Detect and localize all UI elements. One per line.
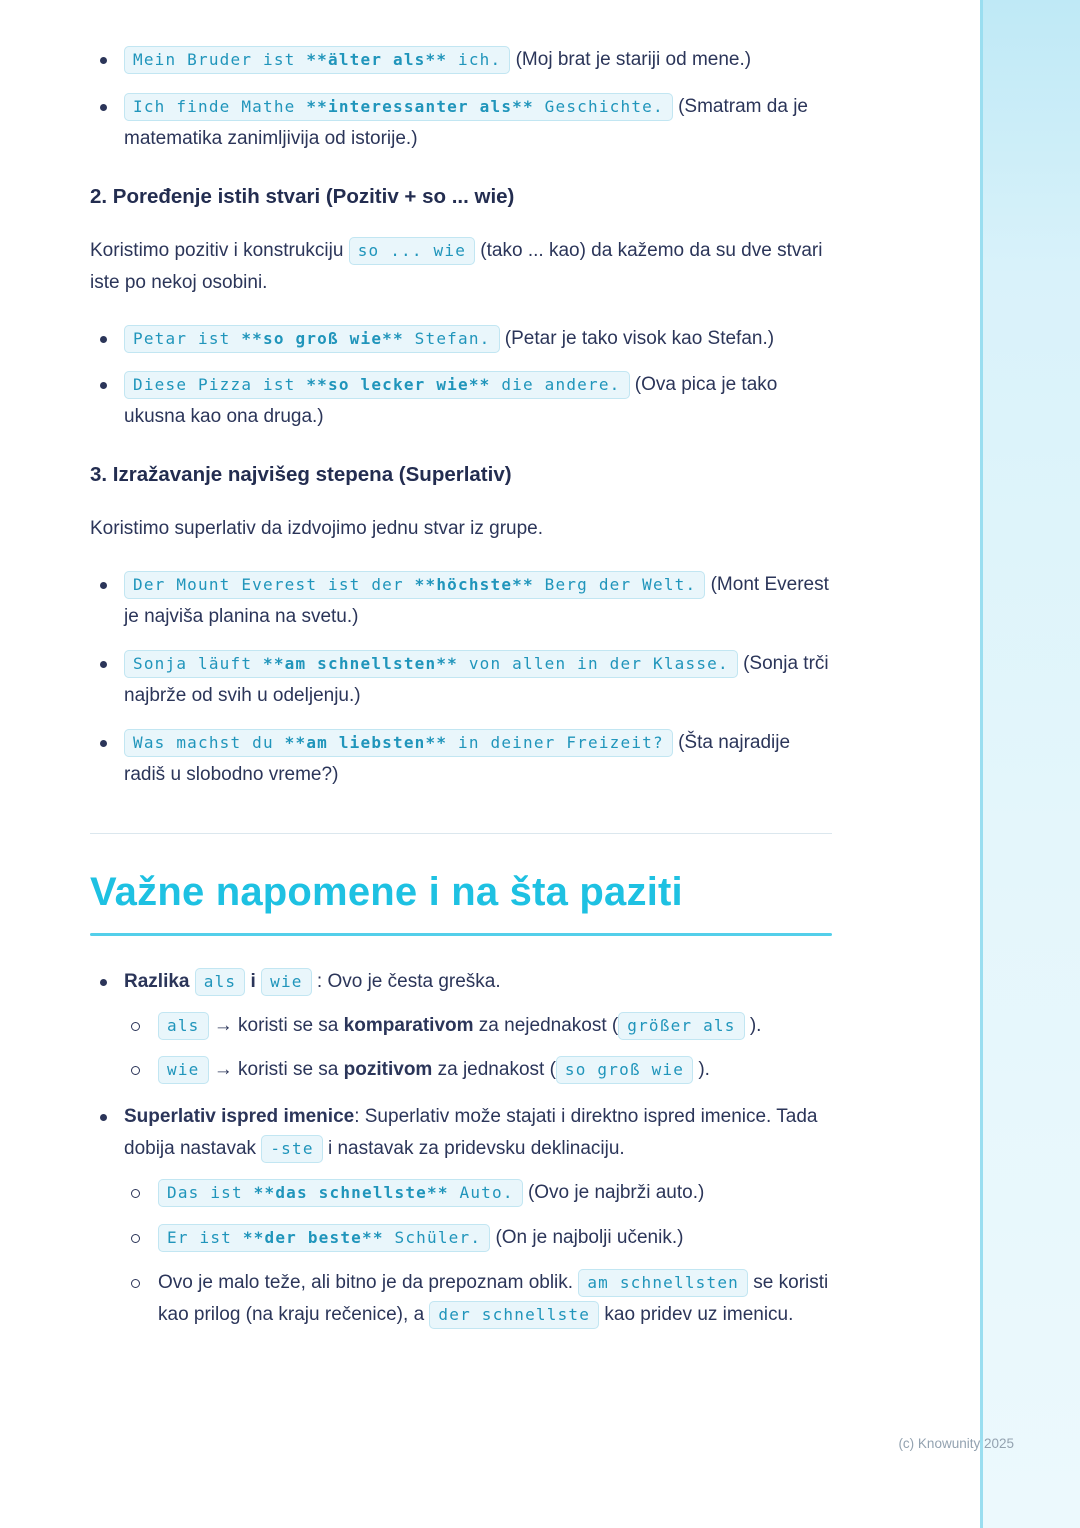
notes-list <box>90 966 832 1331</box>
text-run: (Mont Everest je najviša planina na svetu.) <box>124 574 829 628</box>
line <box>124 574 829 627</box>
code-chip: Mein Bruder ist **älter als** ich. <box>124 46 510 74</box>
superlative-intro-paragraph <box>90 513 832 545</box>
text-run: ). <box>744 1014 762 1036</box>
bold-text: komparativom <box>343 1014 474 1036</box>
line <box>158 1272 828 1325</box>
text-run: (Ovo je najbrži auto.) <box>522 1182 705 1204</box>
list-item <box>128 1054 832 1086</box>
comparative-example-list <box>90 44 832 155</box>
line <box>124 49 751 70</box>
notes-heading: Važne napomene i na šta paziti <box>90 869 683 914</box>
code-chip: wie <box>261 968 312 996</box>
line <box>124 96 808 149</box>
list-item <box>90 727 832 791</box>
bold-text: Superlativ ispred imenice <box>124 1106 355 1128</box>
notes-sublist-superlative <box>128 1177 832 1331</box>
line <box>124 971 501 992</box>
code-chip: Er ist **der beste** Schüler. <box>158 1224 490 1252</box>
line <box>124 653 829 706</box>
text-run: (On je najbolji učenik.) <box>490 1227 684 1249</box>
text-run: Ovo je malo teže, ali bitno je da prepoznam oblik. <box>158 1271 579 1293</box>
text-run: (Ova pica je tako ukusna kao ona druga.) <box>124 374 778 428</box>
code-chip: Der Mount Everest ist der **höchste** Berg der Welt. <box>124 571 705 599</box>
notes-sublist-als-wie <box>128 1010 832 1087</box>
positive-intro-paragraph <box>90 235 832 299</box>
text-run: za jednakost ( <box>432 1059 556 1081</box>
list-item <box>90 323 832 355</box>
code-chip: größer als <box>618 1012 744 1040</box>
text-run: → koristi se sa <box>208 1059 344 1081</box>
section-divider <box>90 833 832 834</box>
code-chip: Sonja läuft **am schnellsten** von allen in der Klasse. <box>124 650 738 678</box>
code-chip: Petar ist **so groß wie** Stefan. <box>124 325 500 353</box>
list-item <box>128 1177 832 1209</box>
code-chip: Das ist **das schnellste** Auto. <box>158 1179 523 1207</box>
code-chip: -ste <box>261 1135 322 1163</box>
text-run: Koristimo superlativ da izdvojimo jednu stvar iz grupe. <box>90 518 544 540</box>
text-run: (Sonja trči najbrže od svih u odeljenju.) <box>124 652 829 706</box>
list-item <box>128 1267 832 1331</box>
heading-underline <box>90 933 832 936</box>
text-run: : Superlativ može stajati i direktno ispred imenice. Tada dobija nastavak <box>124 1106 818 1160</box>
line <box>158 1059 710 1080</box>
line <box>158 1182 704 1203</box>
list-item <box>90 91 832 155</box>
section-heading-positive: 2. Poređenje istih stvari (Pozitiv + so ... wie) <box>90 184 515 208</box>
positive-example-list <box>90 323 832 434</box>
text-run: za nejednakost ( <box>473 1014 619 1036</box>
code-chip: als <box>195 968 246 996</box>
text-run: (Smatram da je matematika zanimljivija od istorije.) <box>124 95 808 149</box>
text-run: kao pridev uz imenicu. <box>599 1303 794 1325</box>
code-chip: Diese Pizza ist **so lecker wie** die andere. <box>124 371 630 399</box>
text-run: Koristimo pozitiv i konstrukciju <box>90 239 349 261</box>
code-chip: wie <box>158 1056 209 1084</box>
line <box>124 732 790 785</box>
list-item <box>90 569 832 633</box>
text-run: i nastavak za pridevsku deklinaciju. <box>322 1138 625 1160</box>
line <box>124 328 774 349</box>
list-item <box>128 1010 832 1042</box>
list-item <box>90 1101 832 1330</box>
line <box>124 374 777 427</box>
bold-text: pozitivom <box>343 1059 433 1081</box>
code-chip: Was machst du **am liebsten** in deiner Freizeit? <box>124 729 673 757</box>
copyright-footer: (c) Knowunity 2025 <box>898 1436 1014 1451</box>
code-chip: am schnellsten <box>578 1269 748 1297</box>
bold-text: i <box>245 970 262 992</box>
list-item <box>90 369 832 433</box>
document-content <box>90 44 832 1346</box>
text-run: (Moj brat je stariji od mene.) <box>510 49 752 70</box>
section-heading-superlative: 3. Izražavanje najvišeg stepena (Superlativ) <box>90 463 512 487</box>
list-item <box>128 1222 832 1254</box>
text-run: (Petar je tako visok kao Stefan.) <box>499 327 775 349</box>
line <box>158 1227 683 1248</box>
superlative-example-list <box>90 569 832 790</box>
code-chip: der schnellste <box>429 1301 599 1329</box>
text-run: → koristi se sa <box>208 1014 344 1036</box>
text-run: (Šta najradije radiš u slobodno vreme?) <box>124 731 791 785</box>
code-chip: als <box>158 1012 209 1040</box>
code-chip: so groß wie <box>556 1056 693 1084</box>
text-run: se koristi kao prilog (na kraju rečenice), a <box>158 1271 829 1325</box>
code-chip: Ich finde Mathe **interessanter als** Geschichte. <box>124 93 673 121</box>
list-item <box>90 44 832 76</box>
list-item <box>90 966 832 1087</box>
bold-text: Razlika <box>124 970 195 992</box>
text-run: (tako ... kao) da kažemo da su dve stvari iste po nekoj osobini. <box>90 239 823 293</box>
right-sidebar <box>980 0 1080 1528</box>
text-run: ). <box>693 1059 710 1081</box>
line <box>124 1106 817 1159</box>
list-item <box>90 648 832 712</box>
code-chip: so ... wie <box>349 237 475 265</box>
text-run: : Ovo je česta greška. <box>311 970 501 992</box>
line <box>158 1015 761 1036</box>
